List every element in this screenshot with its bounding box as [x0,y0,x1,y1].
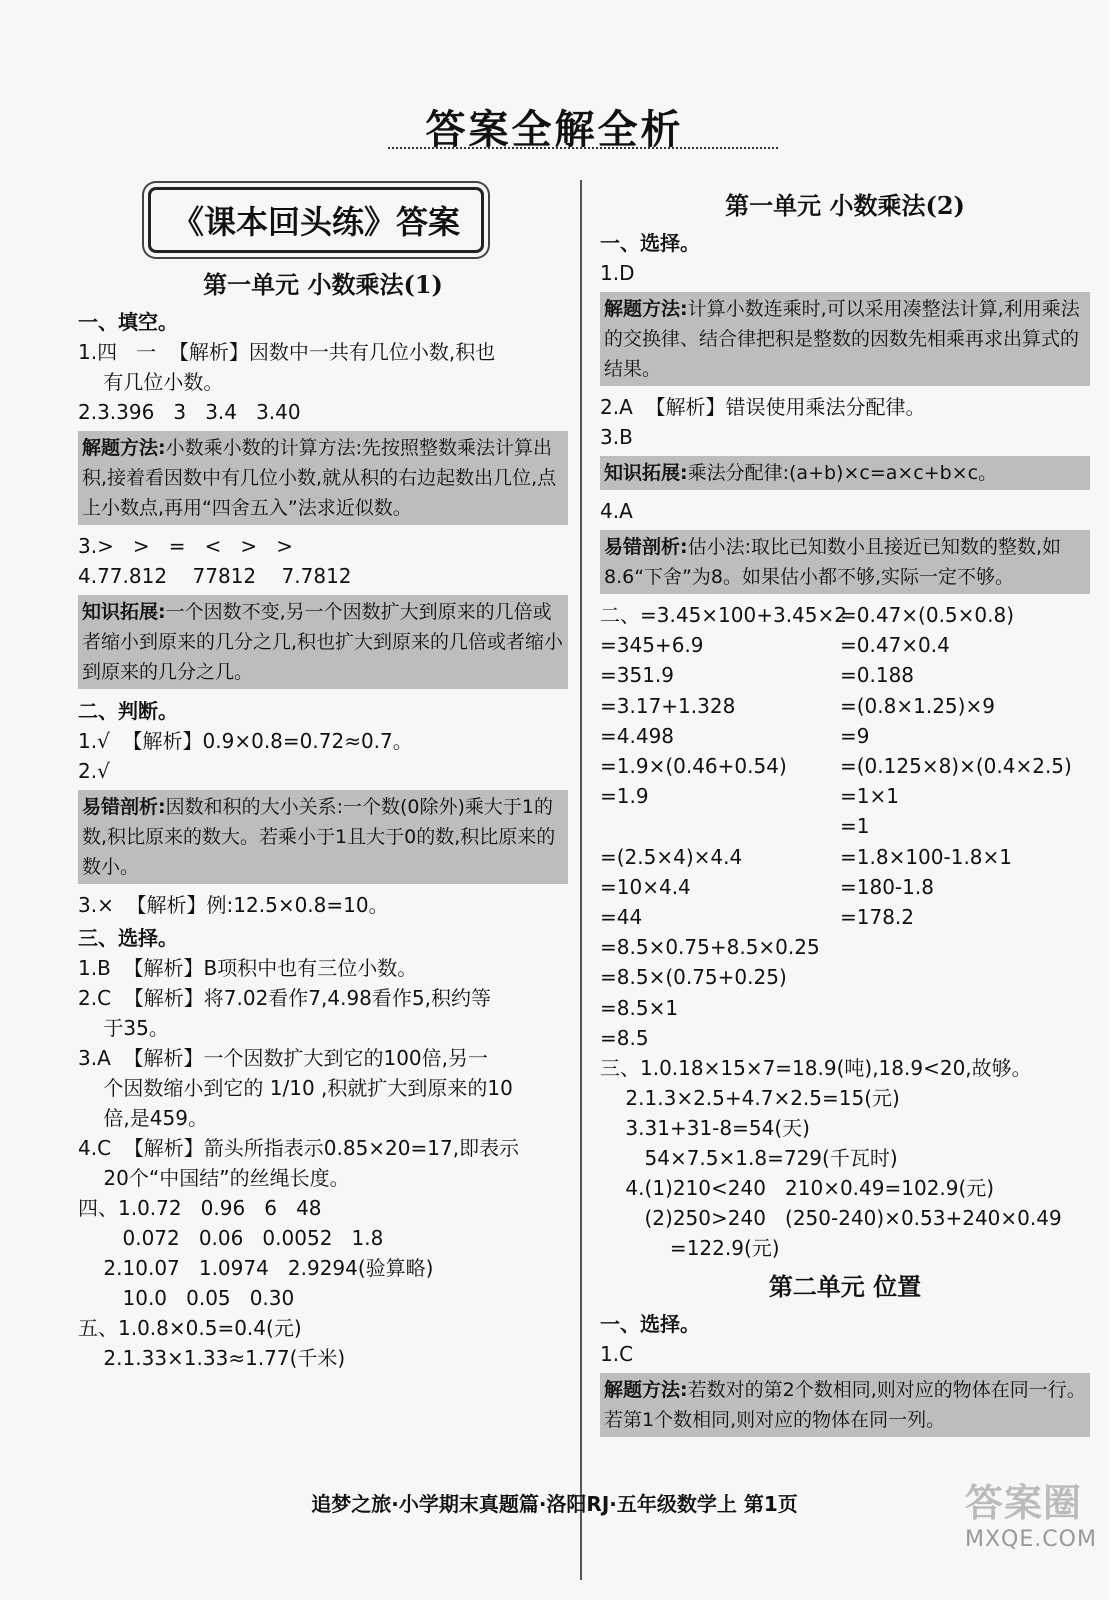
title-divider [388,147,778,149]
answer-line: 0.072 0.06 0.0052 1.8 [78,1226,384,1250]
answer-line: 4.77.812 77812 7.7812 [78,564,352,588]
answer-line: 有几位小数。 [78,370,224,394]
calc-step: =1.9×(0.46+0.54) [600,754,787,779]
answer-line: 倍,是459。 [78,1106,208,1130]
calc-step: =44 [600,905,643,930]
calc-step: =8.5×1 [600,995,679,1020]
left-lines-c [78,695,568,786]
calc-step: =9 [840,723,870,748]
calc-step: =178.2 [840,905,915,930]
right-column [600,182,1090,1443]
page-footer: 追梦之旅·小学期末真题篇·洛阳RJ·五年级数学上 第1页 [311,1492,798,1516]
answer-line: 3.> > = < > > [78,534,293,558]
calc-step [840,1023,1080,1053]
right-lines-c [600,496,1090,526]
answer-line: 1.D [600,261,635,285]
calc-step: =345+6.9 [600,633,704,658]
calc-step: =8.5×0.75+8.5×0.25 [600,935,820,960]
answer-line: =122.9(元) [600,1236,780,1261]
calc-step [840,962,1080,992]
answer-line: (2)250>240 (250-240)×0.53+240×0.49 [600,1206,1062,1231]
method-box: 解题方法:计算小数连乘时,可以采用凑整法计算,利用乘法的交换律、结合律把积是整数的因数先相乘再求出算式的结果。 [600,292,1090,386]
calc-step: =1.8×100-1.8×1 [840,844,1013,869]
right-lines-e [600,1308,1090,1369]
right-lines-d [600,1053,1090,1263]
answer-line: 1.B 【解析】B项积中也有三位小数。 [78,956,418,980]
answer-line: 2.√ [78,759,110,783]
watermark-text: 答案圈 [965,1481,1083,1525]
calc-step: =180-1.8 [840,874,934,899]
right-lines-a [600,227,1090,288]
calc-step: =1.9 [600,784,649,809]
unit-title: 第一单元 小数乘法(1) [203,270,443,299]
answer-line: 3.B [600,425,633,449]
knowledge-box: 知识拓展:一个因数不变,另一个因数扩大到原来的几倍或者缩小到原来的几分之几,积也扩大到原来的几倍或者缩小到原来的几分之几。 [78,595,568,689]
calculation-grid [600,600,1090,1053]
calc-step: =4.498 [600,723,675,748]
error-box: 易错剖析:估小法:取比已知数小且接近已知数的整数,如8.6“下舍”为8。如果估小都不够,实际一定不够。 [600,530,1090,594]
answer-line: 20个“中国结”的丝绳长度。 [78,1166,350,1190]
right-lines-b [600,392,1090,452]
calc-step: =8.5 [600,1025,649,1050]
answer-line: 2.1.3×2.5+4.7×2.5=15(元) [600,1086,900,1111]
column-divider [580,180,582,1580]
answer-line: 2.1.33×1.33≈1.77(千米) [78,1346,346,1370]
unit-title: 第一单元 小数乘法(2) [725,191,965,220]
answer-line: 3.A 【解析】一个因数扩大到它的100倍,另一 [78,1046,489,1070]
left-lines-d [78,890,568,1373]
answer-line: 2.A 【解析】错误使用乘法分配律。 [600,395,926,419]
answer-line: 1.四 一 【解析】因数中一共有几位小数,积也 [78,340,496,364]
error-box: 易错剖析:因数和积的大小关系:一个数(0除外)乘大于1的数,积比原来的数大。若乘小于1且大于0的数,积比原来的数小。 [78,790,568,884]
calc-step: =(0.8×1.25)×9 [840,693,995,718]
calc-step: =0.47×(0.5×0.8) [840,603,1015,627]
unit2-title: 第二单元 位置 [768,1272,922,1302]
section-badge: 《课本回头练》答案 [148,187,484,253]
calc-step: =1 [840,814,870,839]
calc-step [600,811,840,841]
calc-step: 二、=3.45×100+3.45×2 [600,603,847,627]
section-heading: 三、选择。 [78,926,178,950]
calc-step [840,932,1080,962]
calc-step: =8.5×(0.75+0.25) [600,965,787,990]
answer-line: 54×7.5×1.8=729(千瓦时) [600,1146,898,1171]
calc-step: =(2.5×4)×4.4 [600,844,743,869]
answer-line: 2.C 【解析】将7.02看作7,4.98看作5,积约等 [78,986,491,1010]
method-box: 解题方法:小数乘小数的计算方法:先按照整数乘法计算出积,接着看因数中有几位小数,就从积的右边起数出几位,点上小数点,再用“四舍五入”法求近似数。 [78,431,568,525]
calc-step: =(0.125×8)×(0.4×2.5) [840,754,1072,779]
answer-line: 3.31+31-8=54(天) [600,1116,810,1141]
section-heading: 二、判断。 [78,699,178,723]
answer-line: 五、1.0.8×0.5=0.4(元) [78,1316,302,1340]
calc-step: =351.9 [600,663,675,688]
calc-step: =0.47×0.4 [840,633,950,658]
calc-step: =10×4.4 [600,874,691,899]
answer-line: 4.C 【解析】箭头所指表示0.85×20=17,即表示 [78,1136,520,1160]
method-box-2: 解题方法:若数对的第2个数相同,则对应的物体在同一行。若第1个数相同,则对应的物体在同一列。 [600,1373,1090,1437]
answer-line: 于35。 [78,1016,169,1040]
answer-line: 2.10.07 1.0974 2.9294(验算略) [78,1256,434,1280]
watermark-logo [965,1472,1095,1552]
answer-line: 2.3.396 3 3.4 3.40 [78,400,301,424]
left-column [78,182,568,1373]
page-title: 答案全解全析 [425,106,684,153]
answer-line: 1.C [600,1342,634,1367]
left-lines-a [78,306,568,427]
answer-line: 四、1.0.72 0.96 6 48 [78,1196,322,1220]
answer-line: 个因数缩小到它的 1/10 ,积就扩大到原来的10 [78,1076,513,1100]
section-heading: 一、填空。 [78,310,178,334]
calc-step [840,993,1080,1023]
left-lines-b [78,531,568,591]
watermark-url: MXQE.COM [965,1527,1097,1552]
section-heading: 一、选择。 [600,231,700,255]
calc-step: =3.17+1.328 [600,693,736,718]
answer-line: 4.(1)210<240 210×0.49=102.9(元) [600,1176,995,1201]
calc-step: =1×1 [840,784,899,809]
answer-line: 3.× 【解析】例:12.5×0.8=10。 [78,893,389,917]
section-heading: 一、选择。 [600,1312,700,1337]
answer-line: 10.0 0.05 0.30 [78,1286,295,1310]
knowledge-box: 知识拓展:乘法分配律:(a+b)×c=a×c+b×c。 [600,456,1090,490]
answer-line: 4.A [600,499,633,523]
answer-line: 1.√ 【解析】0.9×0.8=0.72≈0.7。 [78,729,413,753]
calc-step: =0.188 [840,663,915,688]
answer-line: 三、1.0.18×15×7=18.9(吨),18.9<20,故够。 [600,1056,1032,1081]
